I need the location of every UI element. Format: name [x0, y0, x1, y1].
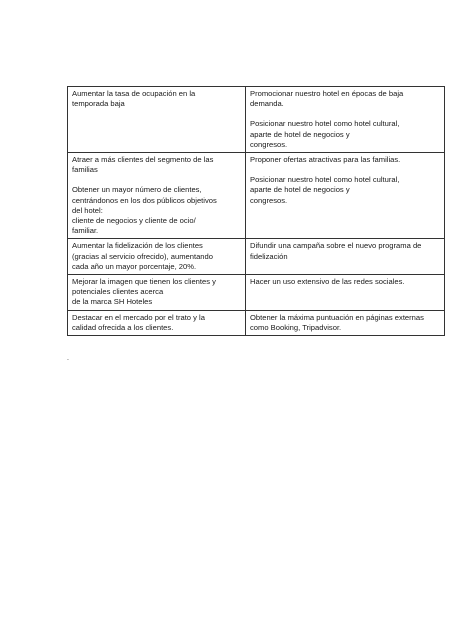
cell-line: aparte de hotel de negocios y [250, 185, 350, 195]
cell-line: Obtener la máxima puntuación en páginas externas [250, 312, 424, 322]
cell-line: Posicionar nuestro hotel como hotel cultural, [250, 119, 400, 129]
cell-line: Obtener un mayor número de clientes, [72, 185, 202, 195]
objective-cell [68, 275, 246, 311]
cell-line: (gracias al servicio ofrecido), aumentando [72, 251, 213, 261]
cell-line: Proponer ofertas atractivas para las familias. [250, 155, 401, 165]
cell-paragraph [72, 155, 242, 175]
action-cell [246, 153, 445, 239]
cell-line: centrándonos en los dos públicos objetivos [72, 195, 217, 205]
cell-line: cliente de negocios y cliente de ocio/ [72, 216, 196, 226]
objective-cell [68, 310, 246, 335]
cell-line: congresos. [250, 195, 288, 205]
objective-cell [68, 87, 246, 153]
objectives-table-body [68, 87, 445, 336]
cell-paragraph [250, 119, 441, 150]
table-row [68, 310, 445, 335]
cell-paragraph [250, 175, 441, 206]
cell-paragraph [250, 277, 441, 287]
cell-line: Atraer a más clientes del segmento de las [72, 155, 214, 165]
cell-line: calidad ofrecida a los clientes. [72, 322, 174, 332]
cell-line: Aumentar la fidelización de los clientes [72, 241, 203, 251]
cell-line: Mejorar la imagen que tienen los clientes y [72, 277, 216, 287]
cell-line: Promocionar nuestro hotel en épocas de baja [250, 89, 404, 98]
cell-line: aparte de hotel de negocios y [250, 129, 350, 139]
cell-paragraph [72, 241, 242, 272]
cell-line: familias [72, 165, 98, 175]
action-cell [246, 275, 445, 311]
objectives-table [67, 86, 445, 336]
table-row [68, 87, 445, 153]
cell-line: Difundir una campaña sobre el nuevo programa de [250, 241, 422, 251]
cell-line: Destacar en el mercado por el trato y la [72, 312, 205, 322]
action-cell [246, 87, 445, 153]
cell-paragraph [72, 185, 242, 236]
cell-paragraph [72, 313, 242, 333]
action-cell [246, 310, 445, 335]
cell-paragraph [250, 155, 441, 165]
cell-paragraph [72, 277, 242, 308]
table-row [68, 275, 445, 311]
cell-line: Hacer un uso extensivo de las redes sociales. [250, 277, 405, 287]
table-row [68, 153, 445, 239]
objective-cell [68, 153, 246, 239]
objective-cell [68, 239, 246, 275]
cell-line: potenciales clientes acerca [72, 287, 164, 297]
cell-paragraph [250, 313, 441, 333]
cell-line: Posicionar nuestro hotel como hotel cultural, [250, 175, 400, 185]
cell-line: demanda. [250, 99, 284, 109]
cell-line: temporada baja [72, 99, 125, 109]
cell-line: congresos. [250, 139, 288, 149]
cell-line: fidelización [250, 251, 288, 261]
trailing-mark: . [67, 355, 69, 362]
table-row [68, 239, 445, 275]
cell-line: del hotel: [72, 205, 103, 215]
cell-line: como Booking, Tripadvisor. [250, 322, 342, 332]
cell-paragraph [250, 241, 441, 261]
cell-line: familiar. [72, 226, 99, 236]
cell-line: de la marca SH Hoteles [72, 297, 153, 307]
cell-line: cada año un mayor porcentaje, 20%. [72, 261, 197, 271]
cell-paragraph [72, 89, 242, 109]
cell-paragraph [250, 89, 441, 109]
action-cell [246, 239, 445, 275]
cell-line: Aumentar la tasa de ocupación en la [72, 89, 196, 98]
